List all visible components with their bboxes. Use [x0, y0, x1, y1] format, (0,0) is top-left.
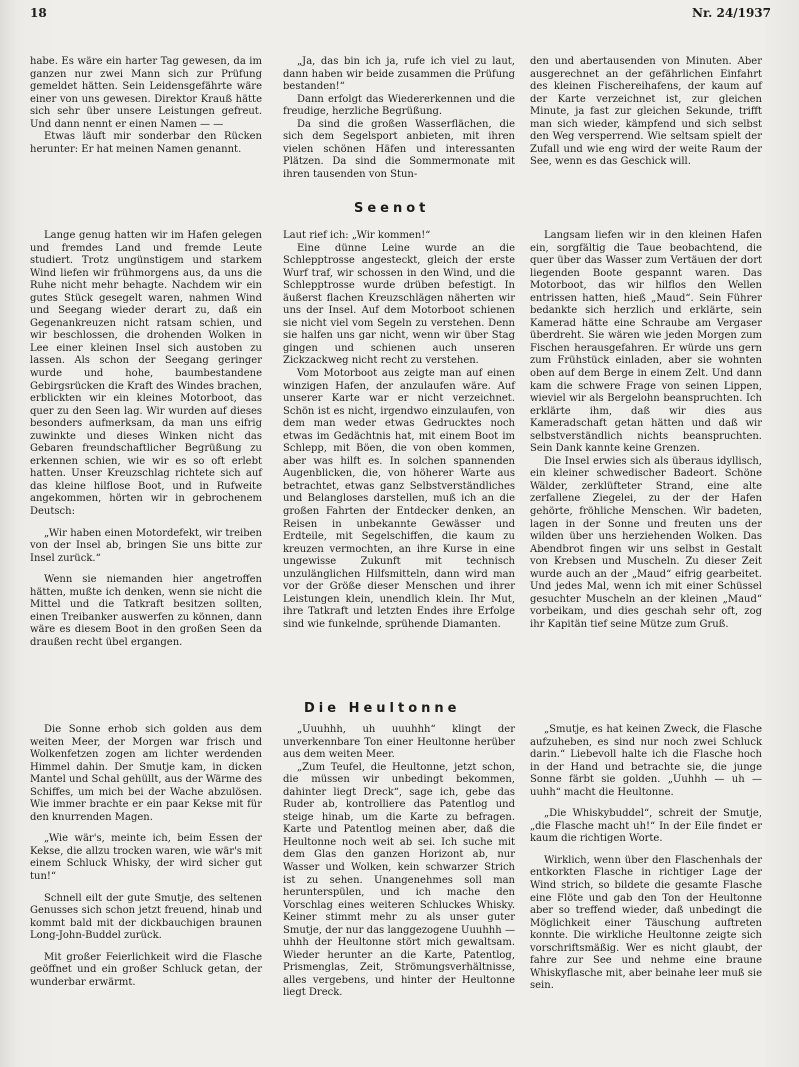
heultonne-column-1: [30, 724, 262, 989]
article-continuation-column-2: [283, 56, 515, 181]
paragraph: Wirklich, wenn über den Flaschenhals der entkorkten Flasche in richtiger Lage der Wind strich, so bildete die gesamte Flasche eine Flöte und gab den Ton der Heultonne aber so treffend wieder, daß unbedingt die Möglichkeit einer Täuschung auftreten konnte. Die wirkliche Heultonne zeigte sich vorschriftsmäßig. Wer es nicht glaubt, der fahre zur See und nehme eine braune Whiskyflasche mit, aber beinahe leer muß sie sein.: [530, 854, 762, 992]
section-title-heultonne: Die Heultonne: [304, 701, 461, 716]
page-number: 18: [30, 6, 47, 20]
paragraph: Laut rief ich: „Wir kommen!“: [283, 230, 431, 241]
paragraph: „Uuuhhh, uh uuuhhh“ klingt der unverkennbare Ton einer Heultonne herüber aus dem weiten Meer.: [283, 724, 515, 761]
paragraph: Lange genug hatten wir im Hafen gelegen und fremdes Land und fremde Leute studiert. Trotz ungünstigem und starkem Wind liefen wir frühmorgens aus, da uns die Ruhe nicht mehr behagte. Nachdem wir ein gutes Stück gesegelt waren, nahmen Wind und Seegang wieder derart zu, daß ein Gegenankreuzen nicht ratsam schien, und wir beschlossen, die drohenden Wolken in Lee einer kleinen Insel sich austoben zu lassen. Als schon der Seegang geringer wurde und hohe, baumbestandene Gebirgsrücken die Kraft des Windes brachen, erblickten wir ein kleines Motorboot, das quer zu den Seen lag. Wir wurden auf dieses besonders aufmerksam, da man uns eifrig zuwinkte und dieses Winken nicht das Gebaren freundschaftlicher Begrüßung zu erkennen schien, wie wir es so oft erlebt hatten. Unser Kreuzschlag richtete sich auf das kleine hilflose Boot, und in Rufweite angekommen, hörten wir in gebrochenem Deutsch:: [30, 230, 262, 518]
paragraph: „Wie wär's, meinte ich, beim Essen der Kekse, die allzu trocken waren, wie wär's mit einem Schluck Whisky, der wird sicher gut tun!“: [30, 833, 262, 883]
seenot-column-2: [283, 230, 515, 632]
heultonne-column-2: [283, 724, 515, 1000]
seenot-column-1: [30, 230, 262, 650]
paragraph: „Wir haben einen Motordefekt, wir treiben von der Insel ab, bringen Sie uns bitte zur Insel zurück.“: [30, 527, 262, 564]
paragraph: „Smutje, es hat keinen Zweck, die Flasche aufzuheben, es sind nur noch zwei Schluck darin.“ Liebevoll halte ich die Flasche hoch in der Hand und betrachte sie, die junge Sonne färbt sie golden. „Uuhhh — uh — uuhh“ macht die Heultonne.: [530, 724, 762, 798]
seenot-column-3: [530, 230, 762, 632]
article-continuation-column-3: [530, 56, 762, 169]
paragraph: Langsam liefen wir in den kleinen Hafen ein, sorgfältig die Taue beobachtend, die quer über das Wasser zum Vertäuen der dort liegenden Boote gespannt waren. Das Motorboot, das wir hilflos den Wellen entrissen hatten, hieß „Maud“. Sein Führer bedankte sich herzlich und erklärte, sein Kamerad hätte eine Schraube am Vergaser überdreht. Sie wären wie jeden Morgen zum Fischen herausgefahren. Er würde uns gern zum Frühstück einladen, aber sie wohnten oben auf dem Berge in einem Zelt. Und dann kam die schwere Frage von seinen Lippen, wieviel wir als Bergelohn beanspruchten. Ich erklärte ihm, daß wir dies aus Kameradschaft getan hätten und daß wir selbstverständlich nichts beanspruchten. Sein Dank kannte keine Grenzen.: [530, 230, 762, 455]
section-title-seenot: Seenot: [354, 201, 430, 216]
paragraph: Die Insel erwies sich als überaus idyllisch, ein kleiner schwedischer Badeort. Schöne Wälder, zerklüfteter Strand, eine alte zerfallene Ziegelei, zu der der Hafen gehörte, fröhliche Menschen. Wir badeten, lagen in der Sonne und freuten uns der wilden über uns herziehenden Wolken. Das Abendbrot fingen wir uns selbst in Gestalt von Krebsen und Muscheln. Zu dieser Zeit wurde auch an der „Maud“ eifrig gearbeitet. Und jedes Mal, wenn ich mit einer Schüssel gesuchter Muscheln an der kleinen „Maud“ vorbeikam, und dies geschah sehr oft, zog ihr Kapitän tief seine Mütze zum Gruß.: [530, 455, 762, 630]
paragraph: Da sind die großen Wasserflächen, die sich dem Segelsport anbieten, mit ihren vielen schönen Häfen und interessanten Plätzen. Da sind die Sommermonate mit ihren tausenden von Stun-: [283, 118, 515, 180]
paragraph: habe. Es wäre ein harter Tag gewesen, da im ganzen nur zwei Mann sich zur Prüfung gemeldet hätten. Sein Leidensgefährte wäre einer von uns gewesen. Direktor Krauß hätte sich sehr über unsere Leistungen gefreut. Und dann nennt er einen Namen — —: [30, 56, 262, 130]
paragraph: Eine dünne Leine wurde an die Schlepptrosse angesteckt, gleich der erste Wurf traf, wir schossen in den Wind, und die Schlepptrosse wurde drüben befestigt. In äußerst flachen Kreuzschlägen näherten wir uns der Insel. Auf dem Motorboot schienen sie nicht viel vom Segeln zu verstehen. Denn sie halfen uns gar nicht, wenn wir über Stag gingen und schienen auch unseren Zickzackweg nicht recht zu verstehen.: [283, 242, 515, 367]
paragraph: den und abertausenden von Minuten. Aber ausgerechnet an der gefährlichen Einfahrt des kleinen Fischereihafens, der kaum auf der Karte verzeichnet ist, zur gleichen Minute, ja fast zur gleichen Sekunde, trifft man sich wieder, kämpfend und sich selbst den Weg versperrend. Wie seltsam spielt der Zufall und wie eng wird der weite Raum der See, wenn es das Geschick will.: [530, 56, 762, 168]
paragraph: „Die Whiskybuddel“, schreit der Smutje, „die Flasche macht uh!“ In der Eile findet er kaum die richtigen Worte.: [530, 808, 762, 845]
paragraph: „Ja, das bin ich ja, rufe ich viel zu laut, dann haben wir beide zusammen die Prüfung bestanden!“: [283, 56, 515, 93]
paragraph: Schnell eilt der gute Smutje, des seltenen Genusses sich schon jetzt freuend, hinab und kommt bald mit der dickbauchigen braunen Long-John-Buddel zurück.: [30, 892, 262, 942]
paragraph: Vom Motorboot aus zeigte man auf einen winzigen Hafen, der anzulaufen wäre. Auf unserer Karte war er nicht verzeichnet. Schön ist es nicht, irgendwo einzulaufen, von dem man weder etwas Gedrucktes noch etwas im Gedächtnis hat, mit einem Boot im Schlepp, mit Böen, die von oben kommen, aber was hilft es. In solchen spannenden Augenblicken, die, von höherer Warte aus betrachtet, etwas ganz Selbstverständliches und Belangloses darstellen, muß ich an die großen Fahrten der Entdecker denken, an Reisen in unbekannte Gewässer und Erdteile, mit Segelschiffen, die kaum zu kreuzen vermochten, an ihre Kurse in eine ungewisse Zukunft mit technisch unzulänglichen Hilfsmitteln, dann wird man vor der Größe dieser Menschen und ihrer Leistungen klein, unendlich klein. Ihr Mut, ihre Tatkraft und letzten Endes ihre Erfolge sind wie funkelnde, sprühende Diamanten.: [283, 368, 515, 630]
paragraph: Etwas läuft mir sonderbar den Rücken herunter: Er hat meinen Namen genannt.: [30, 131, 262, 155]
paragraph: „Zum Teufel, die Heultonne, jetzt schon, die müssen wir unbedingt bekommen, dahinter liegt Dreck“, sage ich, gebe das Ruder ab, kontrolliere das Patentlog und steige hinab, um die Karte zu befragen. Karte und Patentlog meinen aber, daß die Heultonne noch weit ab sei. Ich suche mit dem Glas den ganzen Horizont ab, nur Wasser und Wolken, kein schwarzer Strich ist zu sehen. Unangenehmes soll man herunterspülen, und ich mache den Vorschlag eines weiteren Schluckes Whisky. Keiner stimmt mehr zu als unser guter Smutje, der nur das langgezogene Uuuhhh — uhhh der Heultonne stört mich gewaltsam. Wieder herunter an die Karte, Patentlog, Prismenglas, Zeit, Strömungsverhältnisse, alles vergebens, und hinter der Heultonne liegt Dreck.: [283, 761, 515, 999]
issue-number: Nr. 24/1937: [691, 6, 771, 20]
paragraph: Mit großer Feierlichkeit wird die Flasche geöffnet und ein großer Schluck getan, der wunderbar erwärmt.: [30, 951, 262, 988]
paragraph: Die Sonne erhob sich golden aus dem weiten Meer, der Morgen war frisch und Wolkenfetzen zogen am lichter werdenden Himmel dahin. Der Smutje kam, in dicken Mantel und Schal gehüllt, aus der Wärme des Schiffes, um mich bei der Wache abzulösen. Wie immer brachte er ein paar Kekse mit für den knurrenden Magen.: [30, 724, 262, 823]
heultonne-column-3: [530, 724, 762, 993]
paragraph: Wenn sie niemanden hier angetroffen hätten, mußte ich denken, wenn sie nicht die Mittel und die Tatkraft besitzen sollten, einen Treibanker auswerfen zu können, dann wäre es diesem Boot in den großen Seen da draußen recht übel ergangen.: [30, 574, 262, 648]
article-continuation-column-1: [30, 56, 262, 156]
paragraph: Dann erfolgt das Wiedererkennen und die freudige, herzliche Begrüßung.: [283, 93, 515, 118]
